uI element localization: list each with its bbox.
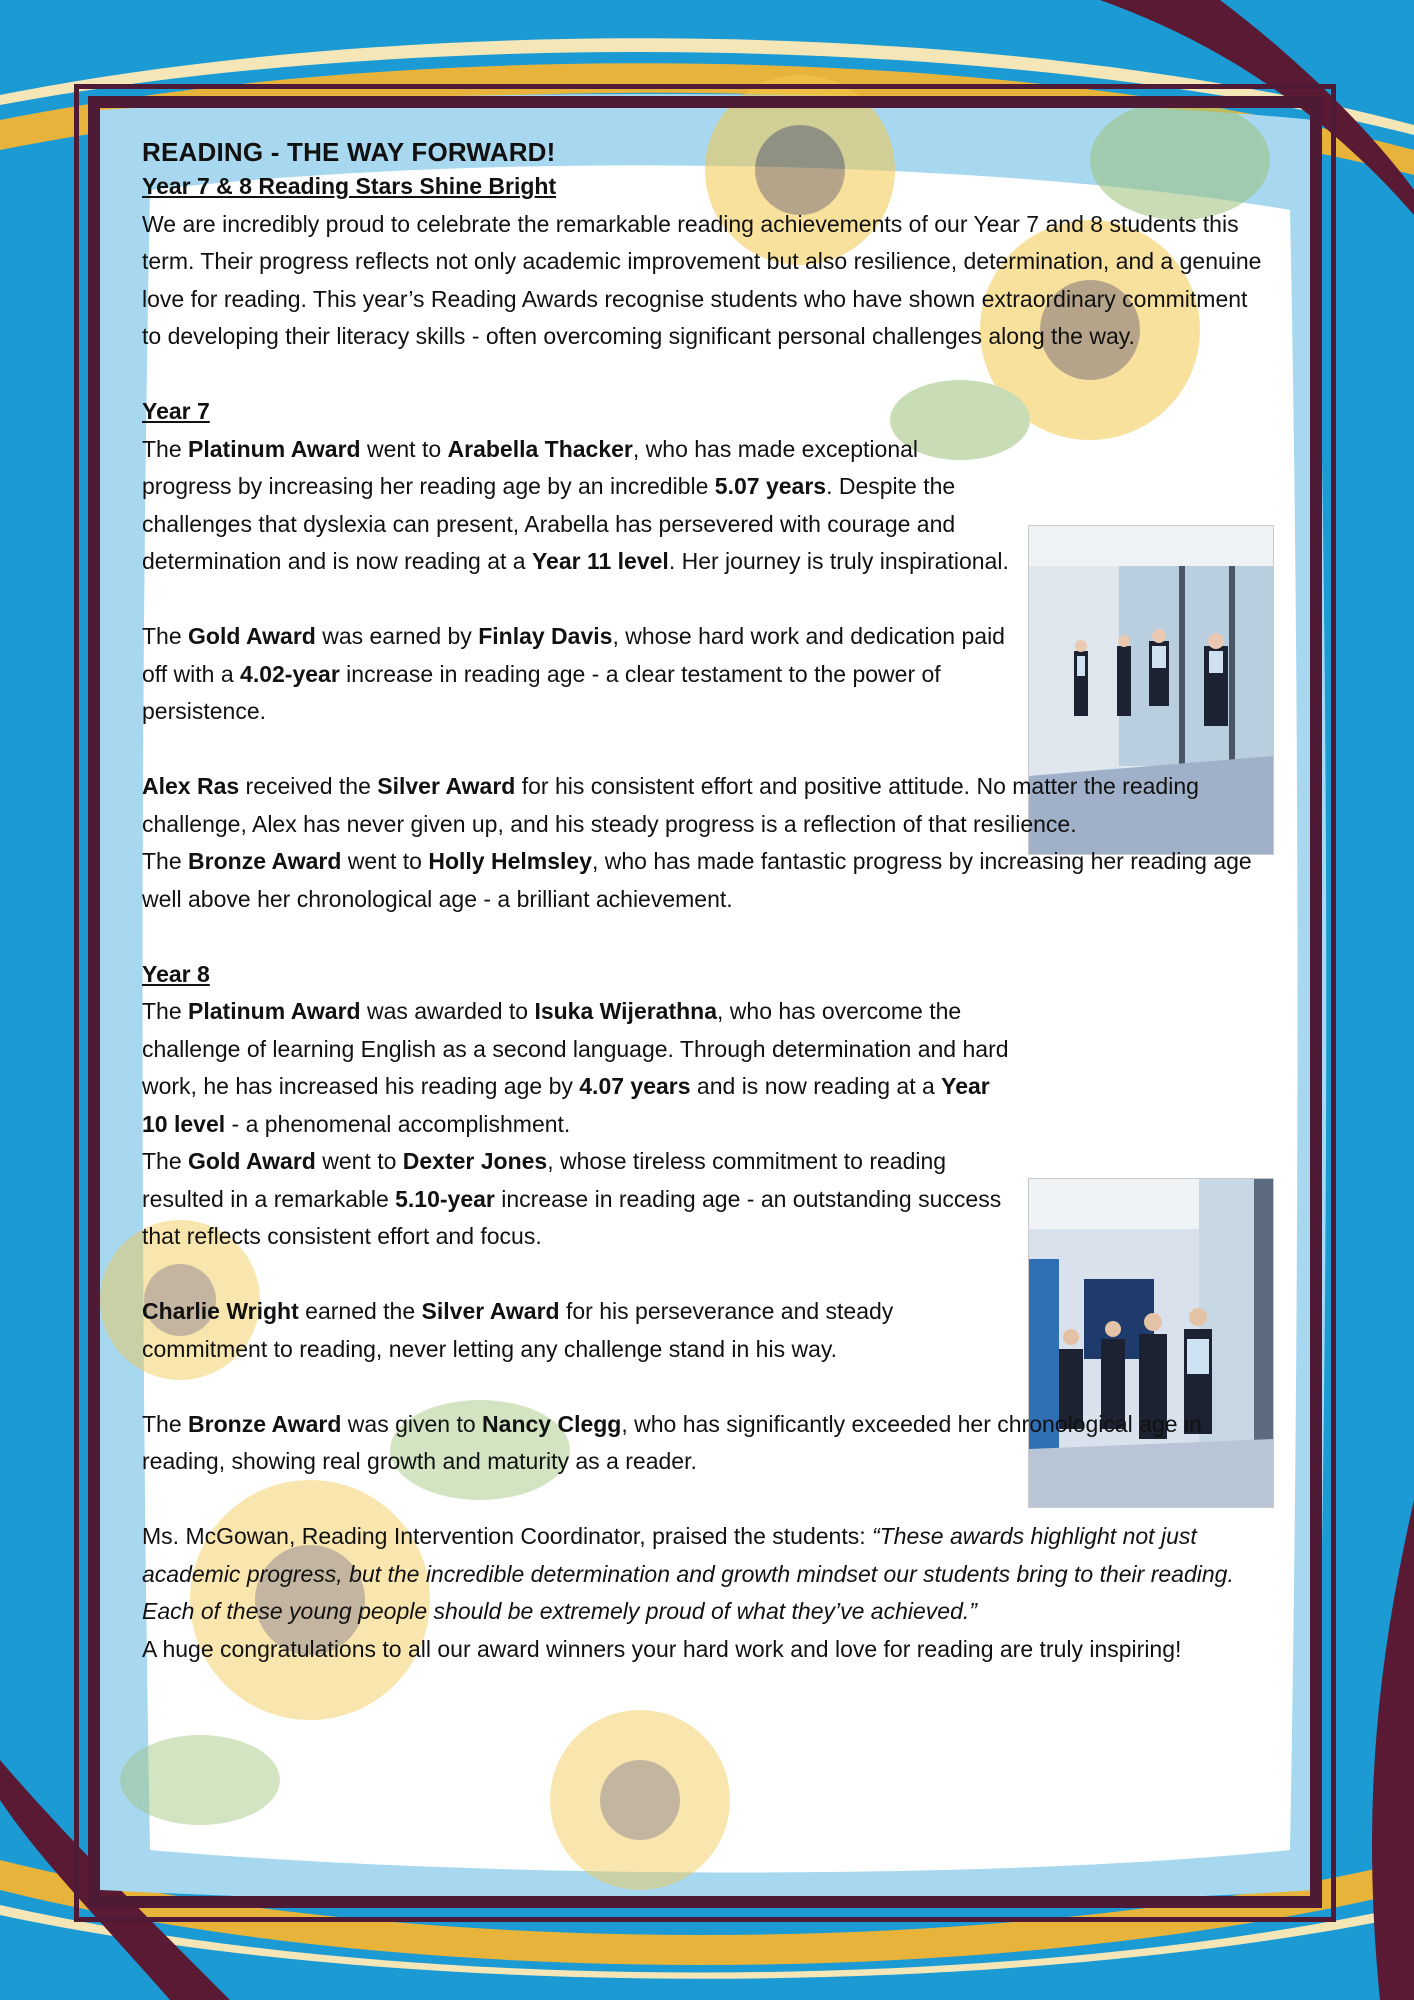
intro-heading: Year 7 & 8 Reading Stars Shine Bright (142, 173, 557, 199)
year7-heading: Year 7 (142, 398, 210, 424)
year8-silver-paragraph: Charlie Wright earned the Silver Award for his perseverance and steady commitment to reading, never letting any challenge stand in his way. (142, 1298, 894, 1362)
year8-heading: Year 8 (142, 960, 210, 987)
year7-gold-paragraph: The Gold Award was earned by Finlay Davis, whose hard work and dedication paid off with a 4.02-year increase in reading age - a clear testament to the power of persistence. (142, 623, 1005, 724)
congratulations-paragraph: A huge congratulations to all our award winners your hard work and love for reading are truly inspiring! (142, 1635, 1182, 1662)
article-content (142, 136, 1272, 1668)
year8-platinum-paragraph: The Platinum Award was awarded to Isuka Wijerathna, who has overcome the challenge of learning English as a second language. Through determination and hard work, he has increased his reading age by 4.07 years and is now reading at a Year 10 level - a phenomenal accomplishment. (142, 998, 1009, 1137)
intro-paragraph: We are incredibly proud to celebrate the remarkable reading achievements of our Year 7 and 8 students this term. Their progress reflects not only academic improvement but also resilience, determination, and a genuine love for reading. This year’s Reading Awards recognise students who have shown extraordinary commitment to developing their literacy skills - often overcoming significant personal challenges along the way. (142, 210, 1262, 349)
year7-platinum-paragraph: The Platinum Award went to Arabella Thacker, who has made exceptional progress by increasing her reading age by an incredible 5.07 years. Despite the challenges that dyslexia can present, Arabella has persevered with courage and determination and is now reading at a Year 11 level. Her journey is truly inspirational. (142, 435, 1009, 574)
closing-quote-paragraph: Ms. McGowan, Reading Intervention Coordinator, praised the students: “These awards highlight not just academic progress, but the incredible determination and growth mindset our students bring to their reading. Each of these young people should be extremely proud of what they’ve achieved.” (142, 1523, 1234, 1624)
year8-bronze-paragraph: The Bronze Award was given to Nancy Clegg, who has significantly exceeded her chronological age in reading, showing real growth and maturity as a reader. (142, 1410, 1202, 1474)
year8-gold-paragraph: The Gold Award went to Dexter Jones, whose tireless commitment to reading resulted in a remarkable 5.10-year increase in reading age - an outstanding success that reflects consistent effort and focus. (142, 1148, 1002, 1249)
page-title: READING - THE WAY FORWARD! (142, 137, 556, 167)
year7-silver-paragraph: Alex Ras received the Silver Award for his consistent effort and positive attitude. No matter the reading challenge, Alex has never given up, and his steady progress is a reflection of that resilience. (142, 773, 1199, 837)
coordinator-quote: “These awards highlight not just academic progress, but the incredible determination and growth mindset our students bring to their reading. Each of these young people should be extremely proud of what they’ve achieved.” (142, 1523, 1234, 1624)
year7-bronze-paragraph: The Bronze Award went to Holly Helmsley, who has made fantastic progress by increasing her reading age well above her chronological age - a brilliant achievement. (142, 848, 1252, 912)
